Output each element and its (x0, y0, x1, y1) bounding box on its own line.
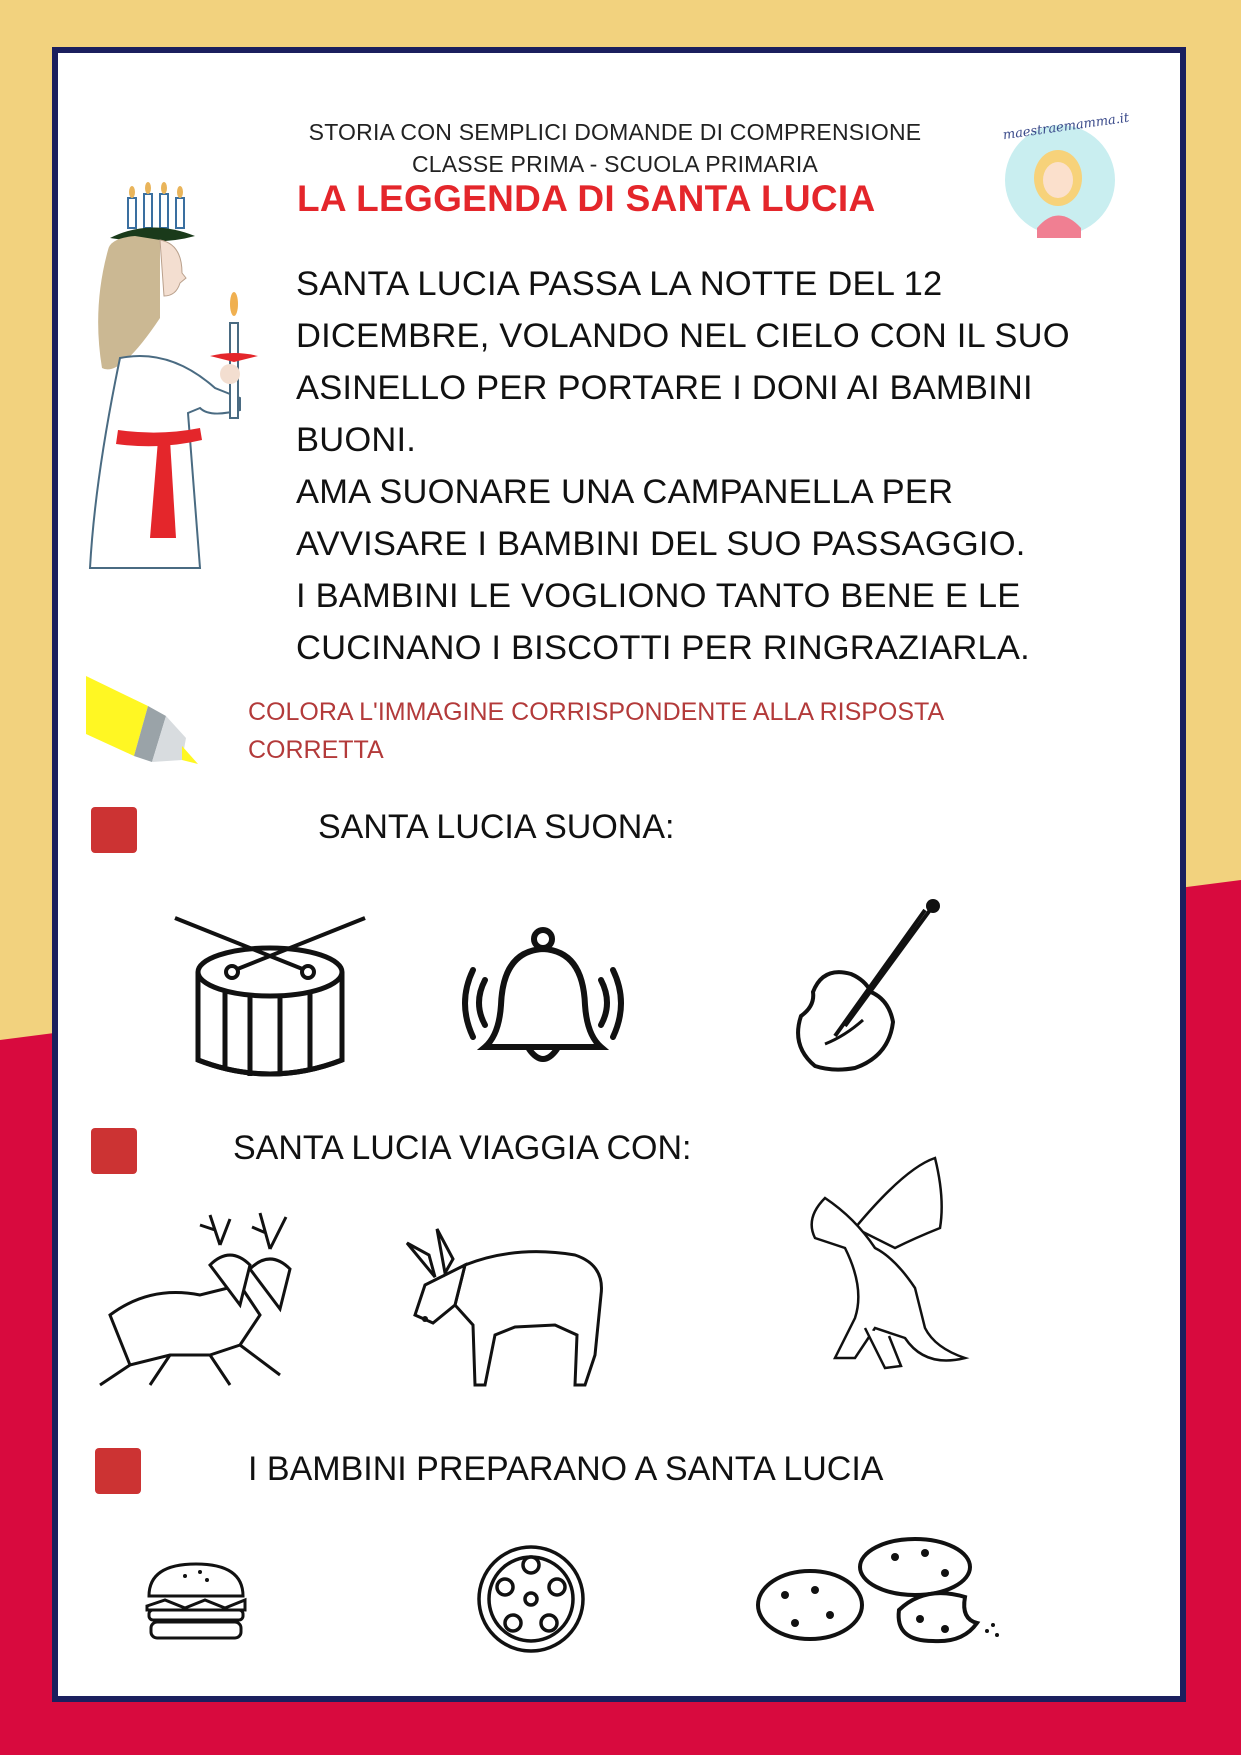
burger-icon[interactable] (145, 1560, 247, 1642)
pizza-icon[interactable] (475, 1543, 587, 1655)
story-line: DICEMBRE, VOLANDO NEL CIELO CON IL SUO (296, 317, 1070, 355)
subtitle-line-1: STORIA CON SEMPLICI DOMANDE DI COMPRENSIONE (308, 119, 922, 145)
question-2: SANTA LUCIA VIAGGIA CON: (233, 1129, 692, 1167)
story-line: AMA SUONARE UNA CAMPANELLA PER (296, 473, 954, 511)
story-line: I BAMBINI LE VOGLIONO TANTO BENE E LE (296, 577, 1021, 615)
reindeer-icon[interactable] (90, 1205, 315, 1395)
answer-checkbox[interactable] (95, 1448, 141, 1494)
question-3: I BAMBINI PREPARANO A SANTA LUCIA (248, 1450, 884, 1488)
drum-icon[interactable] (170, 910, 375, 1090)
story-line: SANTA LUCIA PASSA LA NOTTE DEL 12 (296, 265, 943, 303)
bell-icon[interactable] (463, 925, 623, 1075)
instruction-line-2: CORRETTA (248, 736, 384, 764)
instruction (248, 693, 944, 769)
story-text (296, 258, 1156, 674)
highlighter-icon (86, 676, 198, 766)
story-line: ASINELLO PER PORTARE I DONI AI BAMBINI (296, 369, 1033, 407)
story-line: BUONI. (296, 421, 417, 459)
page-title: LA LEGGENDA DI SANTA LUCIA (297, 178, 876, 219)
subtitle-line-2: CLASSE PRIMA - SCUOLA PRIMARIA (411, 151, 819, 177)
answer-checkbox[interactable] (91, 807, 137, 853)
cookies-icon[interactable] (755, 1535, 1015, 1645)
question-1: SANTA LUCIA SUONA: (318, 808, 675, 846)
violin-icon[interactable] (785, 896, 945, 1072)
answer-checkbox[interactable] (91, 1128, 137, 1174)
dragon-icon[interactable] (785, 1158, 975, 1398)
santa-lucia-illustration-icon (90, 178, 270, 568)
logo-text: maestraemamma.it (1001, 110, 1131, 144)
logo-icon (995, 110, 1131, 258)
instruction-line-1: COLORA L'IMMAGINE CORRISPONDENTE ALLA RISPOSTA (248, 698, 945, 726)
story-line: AVVISARE I BAMBINI DEL SUO PASSAGGIO. (296, 525, 1026, 563)
donkey-icon[interactable] (405, 1215, 610, 1390)
story-line: CUCINANO I BISCOTTI PER RINGRAZIARLA. (296, 629, 1030, 667)
